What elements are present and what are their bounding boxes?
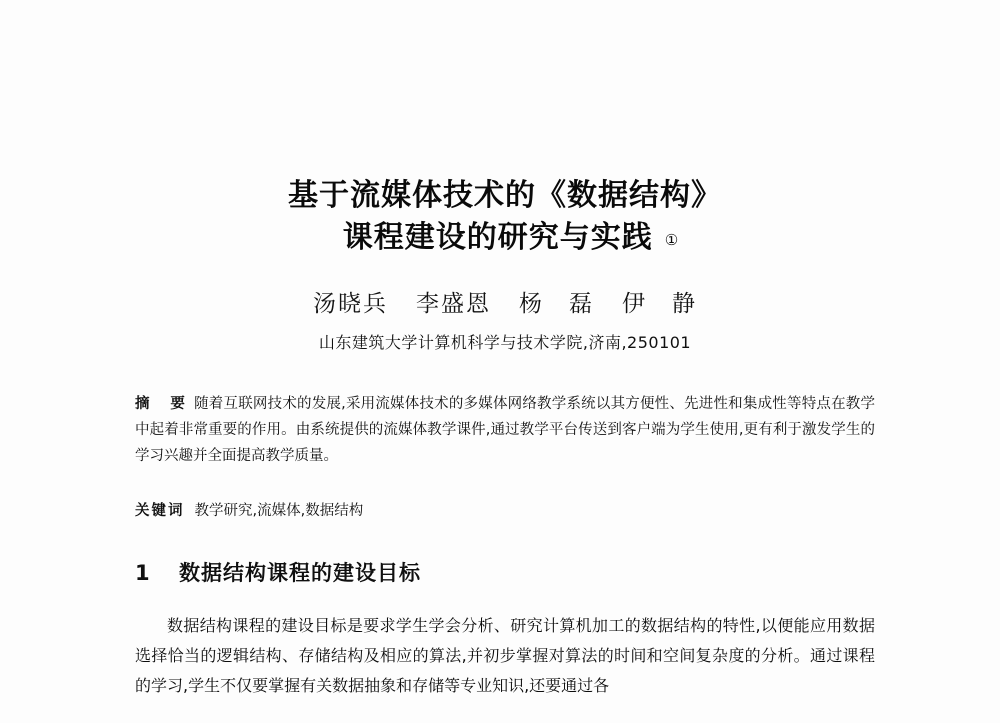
keywords-label: 关键词 <box>135 503 185 519</box>
paper-title-line-2: 课程建设的研究与实践 <box>342 220 653 255</box>
author-name: 伊 静 <box>622 291 697 317</box>
author-name: 杨 磊 <box>519 291 594 317</box>
author-list <box>135 285 875 318</box>
author-name: 李盛恩 <box>416 291 491 317</box>
abstract-text: 随着互联网技术的发展,采用流媒体技术的多媒体网络教学系统以其方便性、先进性和集成性等特点在教学中起着非常重要的作用。由系统提供的流媒体教学课件,通过教学平台传送到客户端为学生使用,更有利于激发学生的学习兴趣并全面提高教学质量。 <box>135 396 875 464</box>
section-heading <box>135 557 875 587</box>
keywords-text: 教学研究,流媒体,数据结构 <box>194 503 364 519</box>
author-affiliation: 山东建筑大学计算机科学与技术学院,济南,250101 <box>318 333 692 352</box>
abstract-label: 摘 要 <box>135 396 189 412</box>
paper-title-block <box>135 175 875 259</box>
paper-title-line-1: 基于流媒体技术的《数据结构》 <box>288 178 722 213</box>
paper-title-line-2-wrap <box>135 217 875 259</box>
author-name: 汤晓兵 <box>313 291 388 317</box>
section-number: 1 <box>135 561 150 585</box>
title-footnote-marker: ① <box>664 231 680 249</box>
page-content <box>135 0 875 701</box>
keywords-block <box>135 499 875 523</box>
abstract-block <box>135 391 875 469</box>
section-title: 数据结构课程的建设目标 <box>179 561 421 585</box>
body-paragraph: 数据结构课程的建设目标是要求学生学会分析、研究计算机加工的数据结构的特性,以便能应用数据选择恰当的逻辑结构、存储结构及相应的算法,并初步掌握对算法的时间和空间复杂度的分析。通过课程的学习,学生不仅要掌握有关数据抽象和存储等专业知识,还要通过各 <box>135 616 875 695</box>
